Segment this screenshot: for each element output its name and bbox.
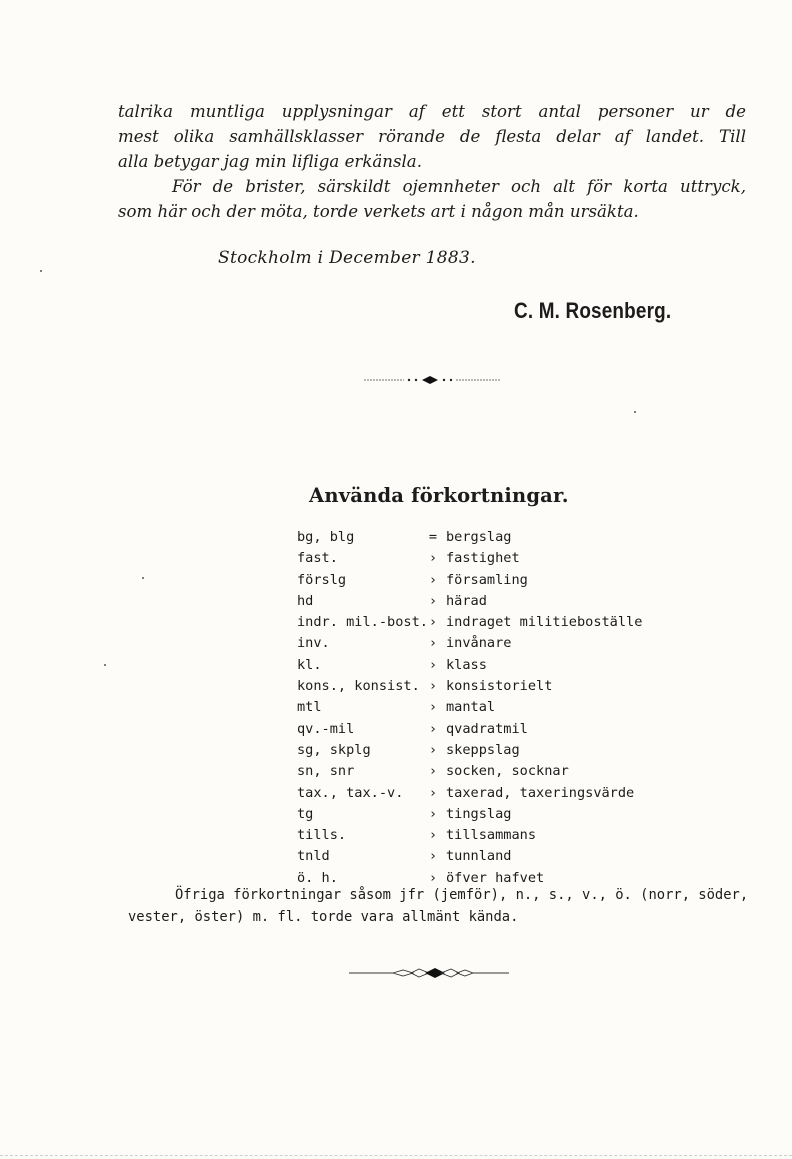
abbreviation-meaning: indraget militieboställe [446, 614, 643, 631]
other-abbreviations-note [128, 884, 749, 928]
ditto-mark: › [428, 592, 438, 609]
closing-ornament [349, 965, 509, 981]
abbreviation: mtl [297, 699, 322, 716]
ink-speck [104, 664, 106, 666]
abbreviation-meaning: tillsammans [446, 827, 537, 844]
note-line: vester, öster) m. fl. torde vara allmänt kända. [128, 909, 519, 925]
abbreviation: tg [297, 805, 314, 822]
abbreviation: förslg [297, 571, 347, 588]
ditto-mark: › [428, 827, 438, 844]
abbreviation-meaning: härad [446, 592, 487, 609]
abbreviation: inv. [297, 635, 330, 652]
ditto-mark: › [428, 699, 438, 716]
abbreviation: sn, snr [297, 763, 355, 780]
ditto-mark: › [428, 571, 438, 588]
abbreviation-meaning: taxerad, taxeringsvärde [446, 784, 635, 801]
ditto-mark: › [428, 848, 438, 865]
abbreviation-meaning: invånare [446, 635, 512, 652]
abbreviation-meaning: socken, socknar [446, 763, 569, 780]
ditto-mark: › [428, 614, 438, 631]
abbreviation: bg, blg [297, 529, 355, 545]
equals-mark: = [428, 529, 438, 545]
ditto-mark: › [428, 763, 438, 780]
abbreviation: hd [297, 592, 314, 609]
abbreviation-meaning: skeppslag [446, 741, 520, 758]
ditto-mark: › [428, 550, 438, 567]
abbreviation-meaning: bergslag [446, 529, 512, 545]
note-line: Öfriga förkortningar såsom jfr (jemför), n., s., v., ö. (norr, söder, [175, 887, 749, 903]
abbreviations-heading: Använda förkortningar. [309, 484, 569, 507]
signature: C. M. Rosenberg. [514, 298, 672, 323]
abbreviation: tax., tax.-v. [297, 784, 404, 801]
ditto-mark: › [428, 720, 438, 737]
ditto-mark: › [428, 869, 438, 886]
ditto-mark: › [428, 784, 438, 801]
preface-line: mest olika samhällsklasser rörande de flesta delar af landet. Till [118, 127, 746, 146]
abbreviation: sg, skplg [297, 741, 371, 758]
abbreviation-meaning: mantal [446, 699, 496, 716]
preface-line: som här och der möta, torde verkets art i någon mån ursäkta. [118, 202, 639, 221]
abbreviation-meaning: tunnland [446, 848, 512, 865]
abbreviation-meaning: öfver hafvet [446, 869, 545, 886]
abbreviation: kl. [297, 656, 322, 673]
ink-speck [40, 270, 42, 272]
abbreviation: tills. [297, 827, 347, 844]
ditto-mark: › [428, 805, 438, 822]
ditto-mark: › [428, 741, 438, 758]
preface-line: För de brister, särskildt ojemnheter och alt för korta uttryck, [172, 177, 746, 196]
preface-line: alla betygar jag min lifliga erkänsla. [118, 152, 422, 171]
ink-speck [634, 411, 636, 413]
abbreviation: qv.-mil [297, 720, 355, 737]
abbreviation: tnld [297, 848, 330, 865]
abbreviation: fast. [297, 550, 338, 567]
abbreviation-meaning: tingslag [446, 805, 512, 822]
abbreviation: ö. h. [297, 869, 338, 886]
abbreviation: indr. mil.-bost. [297, 614, 428, 631]
abbreviation-meaning: församling [446, 571, 528, 588]
ditto-mark: › [428, 656, 438, 673]
abbreviation-meaning: klass [446, 656, 487, 673]
dateline: Stockholm i December 1883. [218, 248, 476, 268]
ditto-mark: › [428, 635, 438, 652]
abbreviation-meaning: qvadratmil [446, 720, 528, 737]
preface-text [118, 99, 746, 224]
abbreviation-meaning: konsistorielt [446, 678, 553, 695]
ditto-mark: › [428, 678, 438, 695]
abbreviation-meaning: fastighet [446, 550, 520, 567]
preface-line: talrika muntliga upplysningar af ett stort antal personer ur de [118, 102, 746, 121]
section-ornament [364, 373, 504, 387]
abbreviation: kons., konsist. [297, 678, 420, 695]
page-edge [0, 1155, 792, 1156]
ink-speck [142, 577, 144, 579]
